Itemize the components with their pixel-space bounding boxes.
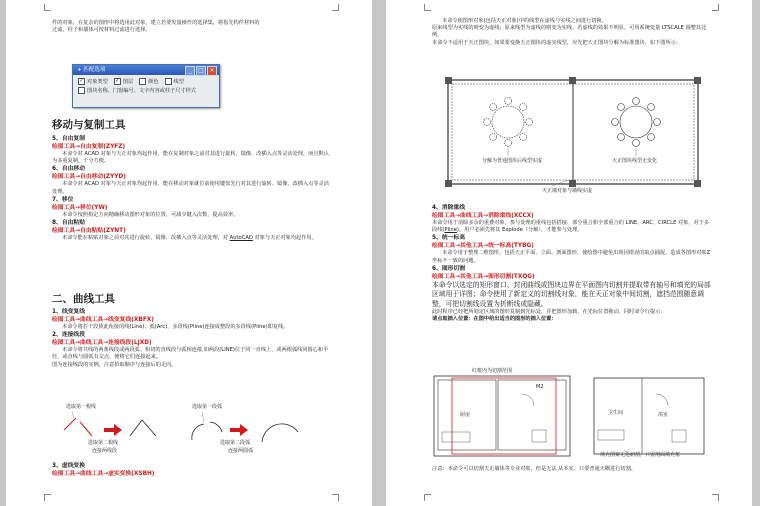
checkbox-block-name[interactable] bbox=[78, 87, 196, 96]
figure-label: 浴室 bbox=[658, 412, 669, 418]
checkbox-object-type[interactable] bbox=[78, 78, 108, 87]
menu-path: 绘图工具→曲线工具→虚实变换(XSBH) bbox=[52, 471, 155, 477]
figure-label: 分解为普通图块后线型实虚 bbox=[482, 158, 543, 164]
item-text: 本命令能在粘贴对象之前对其进行旋转、镜像、改插入点等灵活处理，对 AutoCAD 对象与天正对象均起作用。 bbox=[62, 235, 317, 242]
dialog-title: + 匹配选项 bbox=[77, 67, 106, 73]
item-text: 此时程序已经把所划定区域的图形复制到光标处，并把图形加载，在光标位置拖动，同时命令行提示： bbox=[432, 309, 666, 316]
menu-path: 绘图工具→其他工具→图形切割(TXQG) bbox=[432, 273, 535, 280]
crop-mark bbox=[712, 4, 719, 11]
crop-mark bbox=[332, 4, 339, 11]
item-heading: 8、自由粘贴 bbox=[52, 220, 86, 227]
item-note: 图为连接线段的实例，注意拾取顺序与连接后的走向。 bbox=[52, 361, 177, 368]
left-page bbox=[6, 0, 372, 506]
figure-caption: 请点取插入位置：在图中给出适当的图形的插入位置： bbox=[432, 316, 557, 323]
item-text: 本命令用于消除多余的重叠对象，参与处理的重线包括搭接、部分重合和全部重合的 LINE、ARC、CIRCLE 对象，对于多段线(Pline)，用户必须先将其 Explode（分解），才能参与处理。 bbox=[432, 220, 710, 234]
item-text: 本命令使图形对象(包括天正对象)中的线型在虚线与实线之间进行切换。 bbox=[442, 18, 607, 24]
empty-checkbox-icon bbox=[78, 87, 85, 94]
connect-segments-figure bbox=[52, 402, 332, 458]
dash-convert-text bbox=[432, 18, 712, 47]
match-options-dialog[interactable] bbox=[72, 64, 220, 108]
dash-convert-section bbox=[52, 462, 332, 478]
figure-label: 厨房 bbox=[460, 412, 471, 418]
crop-mark bbox=[424, 494, 431, 501]
figure-label: 天正图块线型无变化 bbox=[612, 158, 658, 164]
figure-label: 选取第一段弧 bbox=[192, 404, 223, 410]
erase-overlap-section bbox=[432, 204, 712, 323]
figure-label: 连接两圆弧 bbox=[228, 448, 254, 454]
item-heading: 6、自由移动 bbox=[52, 166, 86, 173]
crop-mark bbox=[712, 494, 719, 501]
menu-path: 绘图工具→自由移动(ZYYD) bbox=[52, 174, 126, 181]
item-heading: 7、移位 bbox=[52, 196, 74, 203]
menu-path: 绘图工具→曲线工具→消除重线(XCCX) bbox=[432, 213, 534, 219]
menu-path: 绘图工具→自由复制(ZYFZ) bbox=[52, 144, 126, 150]
item-text: 本命令将共线的两条线段或两段弧、相切的直线段与弧相连接,如两段(LINE)位于同一直线上，或两根弧线同圆心和半径，或直线与圆弧有交点，便将它们连接起来。 bbox=[52, 347, 329, 361]
check-icon: ✓ bbox=[115, 78, 120, 84]
crop-mark bbox=[424, 4, 431, 11]
intro-text bbox=[52, 20, 332, 34]
item-heading: 2、连接线段 bbox=[52, 332, 86, 339]
menu-path: 绘图工具→曲线工具→线变复线(XBFX) bbox=[52, 317, 154, 323]
note-text: 注意：本命令可以切割天正墙体等专业对象，但是无法 从本室、只要普通天棚进行切割。 bbox=[432, 466, 636, 472]
item-heading: 6、图形切割 bbox=[432, 265, 466, 272]
table-right bbox=[612, 98, 661, 147]
checkbox-linetype[interactable] bbox=[165, 78, 184, 87]
figure-label: 填充图案无边切割，只留剖面填充框 bbox=[600, 452, 681, 458]
item-text: 本命令以选定的矩形窗口、封闭曲线或图块边界在平面图内切割并提取带有轴号和填充的局部区域用于详图；命令使用了新定义的切割线对象，能在天正对象中间切割，遮挡范围随意调整，可把切割线设置为折断线或隐藏。 bbox=[432, 280, 711, 308]
checkbox-label: 图块名称、门窗编号、文字内容或柱子尺寸样式 bbox=[87, 88, 196, 94]
item-text: 本命令用于整理二维图形，包括天正平面、立面、剖面图形，使绘图中避免出现因错误的取点捕捉，造成各图形对象Z坐标不一致的问题。 bbox=[432, 250, 711, 264]
figure-label: 连接两线段 bbox=[92, 448, 118, 454]
item-heading: 4、消除重线 bbox=[432, 205, 466, 211]
crop-mark bbox=[44, 4, 51, 11]
maximize-icon[interactable]: □ bbox=[196, 66, 206, 76]
item-heading: 5、统一标高 bbox=[432, 235, 466, 242]
checkbox-label: 对象类型 bbox=[87, 79, 108, 85]
minimize-icon[interactable]: _ bbox=[185, 66, 195, 76]
figure-label: 选取第二根线 bbox=[88, 440, 119, 446]
pline-link[interactable]: Pline bbox=[444, 227, 457, 234]
item-text: 本命令按照指定方向精确移动图形对象的位置，可减少键入次数，提高效率。 bbox=[62, 211, 239, 218]
autocad-link[interactable]: AutoCAD bbox=[229, 235, 253, 242]
menu-path: 绘图工具→移位(YW) bbox=[52, 204, 108, 211]
checkbox-label: 线型 bbox=[173, 79, 184, 85]
empty-checkbox-icon bbox=[139, 78, 146, 85]
crop-mark bbox=[44, 494, 51, 501]
move-copy-section bbox=[52, 118, 332, 242]
item-text: 本命令将若干段彼此衔接的线(Line)、弧(Arc)、多段线(Pline)连接成整段的多段线(Pline)即复线。 bbox=[62, 324, 289, 330]
menu-path: 绘图工具→曲线工具→连接线段(LJXD) bbox=[52, 340, 152, 347]
curve-tools-section bbox=[52, 292, 332, 369]
table-left bbox=[484, 98, 533, 147]
checkbox-layer[interactable] bbox=[114, 78, 133, 87]
menu-path: 绘图工具→其他工具→统一标高(TYBG) bbox=[432, 243, 534, 250]
item-text: 本命令对 ACAD 对象与天正对象均起作用，能在复制对象之前对其进行旋转、镜像、改插入点等灵活处理，而且默认为多重复制，十分方便。 bbox=[52, 151, 329, 165]
figure-label: 天正墙对象与墙线实虚 bbox=[542, 188, 593, 194]
item-text: 本命令不适用于天正图块，如果要变换天正图块的虚实线型，应先把天正图块分解为标准图块，如下图所示： bbox=[432, 39, 682, 46]
menu-path: 绘图工具→自由粘贴(ZYNT) bbox=[52, 228, 126, 235]
item-heading: 5、自由复制 bbox=[52, 136, 86, 142]
section-title: 二、曲线工具 bbox=[52, 293, 115, 305]
close-icon[interactable]: ✕ bbox=[207, 66, 217, 76]
checkbox-color[interactable] bbox=[139, 78, 158, 87]
cut-figure bbox=[432, 368, 712, 460]
item-heading: 3、虚线变换 bbox=[52, 463, 86, 469]
item-heading: 1、线变复线 bbox=[52, 309, 86, 315]
empty-checkbox-icon bbox=[165, 78, 172, 85]
crop-mark bbox=[332, 494, 339, 501]
note-block bbox=[432, 466, 712, 473]
figure-label: 卫生间 bbox=[608, 410, 624, 416]
item-text: 本命令对 ACAD 对象与天正对象均起作用，能在移动对象就位前使用键盘先行对其进行旋转、镜像、改插入点等灵活处理。 bbox=[52, 181, 329, 195]
figure-label: M2 bbox=[536, 384, 544, 390]
checkbox-label: 图层 bbox=[122, 79, 134, 85]
checkbox-label: 颜色 bbox=[148, 79, 159, 85]
floor-plan-drawing bbox=[442, 76, 704, 198]
figure-label: 选取第一根线 bbox=[66, 404, 97, 410]
intro-line: 件的对象，在复杂的图形中将选用此对象，建立若要发量操作的选择集，将指先构件材料的 bbox=[52, 20, 260, 26]
check-icon: ✓ bbox=[79, 78, 84, 84]
item-text: 原来线型为实线的则变为虚线；原来线型为虚线的则变为实线，若虚线的效果不明显，可用系统变量 LTSCALE 调整其比例。 bbox=[432, 25, 707, 39]
block-linetype-figure bbox=[442, 76, 704, 198]
figure-label: 选取第二段弧 bbox=[220, 440, 251, 446]
right-page bbox=[386, 0, 752, 506]
figure-label: 红框内为切割范围 bbox=[472, 368, 513, 374]
cut-floor-plan bbox=[432, 372, 712, 460]
section-title: 移动与复制工具 bbox=[52, 119, 126, 131]
intro-line: 过滤，柱子和墙体可按材料过滤进行选择。 bbox=[52, 27, 151, 34]
dialog-title-bar bbox=[73, 65, 219, 75]
